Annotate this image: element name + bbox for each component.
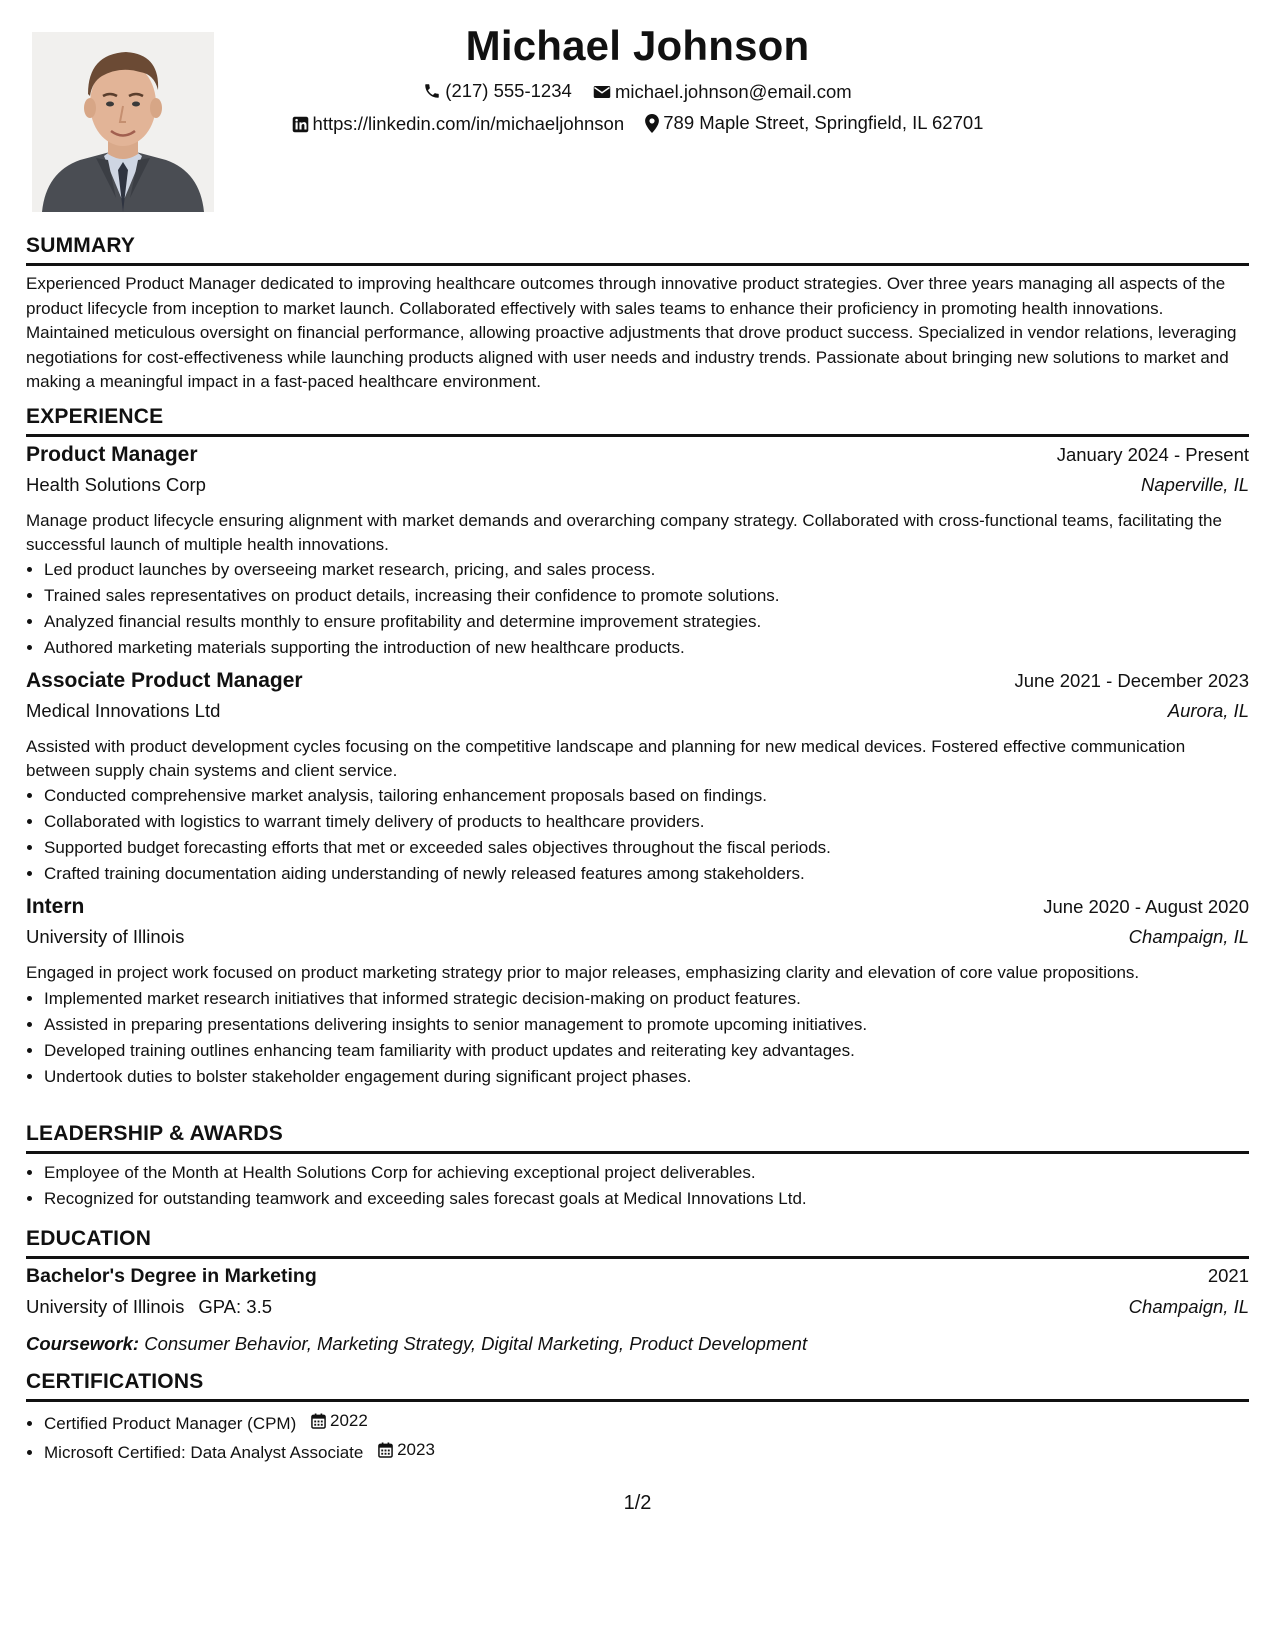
page-number: 1/2	[623, 1492, 652, 1514]
school-info	[26, 1296, 272, 1318]
job-location: Naperville, IL	[1141, 474, 1249, 495]
list-item: • Conducted comprehensive market analysis, tailoring enhancement proposals based on findings.	[44, 783, 1249, 809]
map-pin-icon	[645, 114, 659, 133]
job-dates: January 2024 - Present	[1056, 444, 1249, 465]
coursework-list: Consumer Behavior, Marketing Strategy, Digital Marketing, Product Development	[144, 1333, 808, 1354]
summary-heading: SUMMARY	[26, 234, 1249, 266]
job-bullets	[26, 783, 1249, 887]
contact-row-secondary	[26, 112, 1249, 138]
list-item: • Authored marketing materials supporting the introduction of new healthcare products.	[44, 635, 1249, 661]
contact-email[interactable]	[593, 81, 852, 103]
job-title: Intern	[26, 895, 85, 918]
address-text: 789 Maple Street, Springfield, IL 62701	[663, 112, 984, 133]
list-item: • Supported budget forecasting efforts that met or exceeded sales objectives throughout the fiscal periods.	[44, 835, 1249, 861]
summary-text: Experienced Product Manager dedicated to improving healthcare outcomes through innovative product strategies. Over three years managing all aspects of the product lifecycle from inception to market launch. Collaborated effectively with sales teams to enhance their proficiency in promoting health innovations. Maintained meticulous oversight on financial performance, allowing proactive adjustments that drove product success. Specialized in vendor relations, leveraging negotiations for cost-effectiveness while launching products aligned with user needs and industry trends. Passionate about bringing new solutions to market and making a meaningful impact in a fast-paced healthcare environment.	[26, 274, 1237, 391]
cert-year: 2022	[330, 1411, 368, 1430]
experience-section	[26, 405, 1249, 1090]
list-item: • Assisted in preparing presentations delivering insights to senior management to promote upcoming initiatives.	[44, 1012, 1249, 1038]
list-item: • Analyzed financial results monthly to ensure profitability and determine improvement strategies.	[44, 609, 1249, 635]
job-location: Aurora, IL	[1167, 700, 1249, 721]
certifications-section	[26, 1370, 1249, 1466]
experience-heading: EXPERIENCE	[26, 405, 1249, 437]
school-location: Champaign, IL	[1128, 1296, 1249, 1317]
graduation-year: 2021	[1207, 1265, 1249, 1286]
contact-linkedin[interactable]	[292, 113, 625, 135]
summary-section	[26, 234, 1249, 395]
list-item: • Collaborated with logistics to warrant timely delivery of products to healthcare providers.	[44, 809, 1249, 835]
degree: Bachelor's Degree in Marketing	[26, 1265, 317, 1287]
list-item	[44, 1408, 1249, 1437]
list-item: • Crafted training documentation aiding understanding of newly released features among stakeholders.	[44, 861, 1249, 887]
leadership-section	[26, 1122, 1249, 1212]
contact-address	[645, 112, 983, 134]
email-text: michael.johnson@email.com	[614, 81, 852, 102]
education-section	[26, 1227, 1249, 1355]
envelope-icon	[593, 84, 611, 100]
leadership-heading: LEADERSHIP & AWARDS	[26, 1122, 1249, 1154]
list-item: • Employee of the Month at Health Solutions Corp for achieving exceptional project deliverables.	[44, 1160, 1249, 1186]
list-item: • Trained sales representatives on product details, increasing their confidence to promote solutions.	[44, 583, 1249, 609]
job-entry	[26, 443, 1249, 661]
awards-list	[26, 1160, 1249, 1212]
cert-name: Certified Product Manager (CPM)	[44, 1414, 297, 1433]
list-item: • Led product launches by overseeing market research, pricing, and sales process.	[44, 557, 1249, 583]
candidate-name: Michael Johnson	[465, 22, 810, 69]
calendar-icon	[311, 1413, 326, 1429]
cert-date	[311, 1408, 368, 1434]
list-item: • Implemented market research initiatives that informed strategic decision-making on product features.	[44, 986, 1249, 1012]
job-description: Assisted with product development cycles focusing on the competitive landscape and planning for new medical devices. Fostered effective communication between supply chain systems and client service.	[26, 737, 1186, 780]
cert-year: 2023	[397, 1440, 435, 1459]
job-dates: June 2021 - December 2023	[1014, 670, 1249, 691]
job-company: Health Solutions Corp	[26, 474, 206, 495]
list-item: • Developed training outlines enhancing team familiarity with product updates and reiterating key advantages.	[44, 1038, 1249, 1064]
list-item: • Undertook duties to bolster stakeholder engagement during significant project phases.	[44, 1064, 1249, 1090]
job-bullets	[26, 986, 1249, 1090]
linkedin-text: https://linkedin.com/in/michaeljohnson	[312, 113, 625, 134]
job-location: Champaign, IL	[1128, 926, 1249, 947]
job-description: Manage product lifecycle ensuring alignment with market demands and overarching company strategy. Collaborated with cross-functional teams, facilitating the successful launch of multiple health innovations.	[26, 511, 1222, 554]
school-name: University of Illinois	[26, 1296, 185, 1317]
certifications-list	[26, 1408, 1249, 1466]
cert-date	[378, 1437, 435, 1463]
job-title: Associate Product Manager	[26, 669, 303, 692]
calendar-icon	[378, 1442, 393, 1458]
job-company: University of Illinois	[26, 926, 185, 947]
gpa: GPA: 3.5	[198, 1296, 273, 1317]
certifications-heading: CERTIFICATIONS	[26, 1370, 1249, 1402]
contact-phone[interactable]	[423, 80, 572, 102]
job-entry	[26, 895, 1249, 1090]
cert-name: Microsoft Certified: Data Analyst Associate	[44, 1443, 364, 1462]
phone-text: (217) 555-1234	[445, 80, 572, 101]
job-company: Medical Innovations Ltd	[26, 700, 221, 721]
list-item: • Recognized for outstanding teamwork and exceeding sales forecast goals at Medical Innovations Ltd.	[44, 1186, 1249, 1212]
job-title: Product Manager	[26, 443, 198, 466]
job-bullets	[26, 557, 1249, 661]
linkedin-icon	[292, 116, 309, 133]
contact-row-primary	[26, 80, 1249, 105]
phone-icon	[423, 82, 441, 100]
job-dates: June 2020 - August 2020	[1043, 896, 1249, 917]
list-item	[44, 1437, 1249, 1466]
job-description: Engaged in project work focused on product marketing strategy prior to major releases, emphasizing clarity and elevation of core value propositions.	[26, 963, 1140, 982]
coursework-label: Coursework:	[26, 1333, 140, 1354]
education-heading: EDUCATION	[26, 1227, 1249, 1259]
coursework	[26, 1333, 1249, 1355]
resume-page	[26, 0, 1249, 1650]
job-entry	[26, 669, 1249, 887]
